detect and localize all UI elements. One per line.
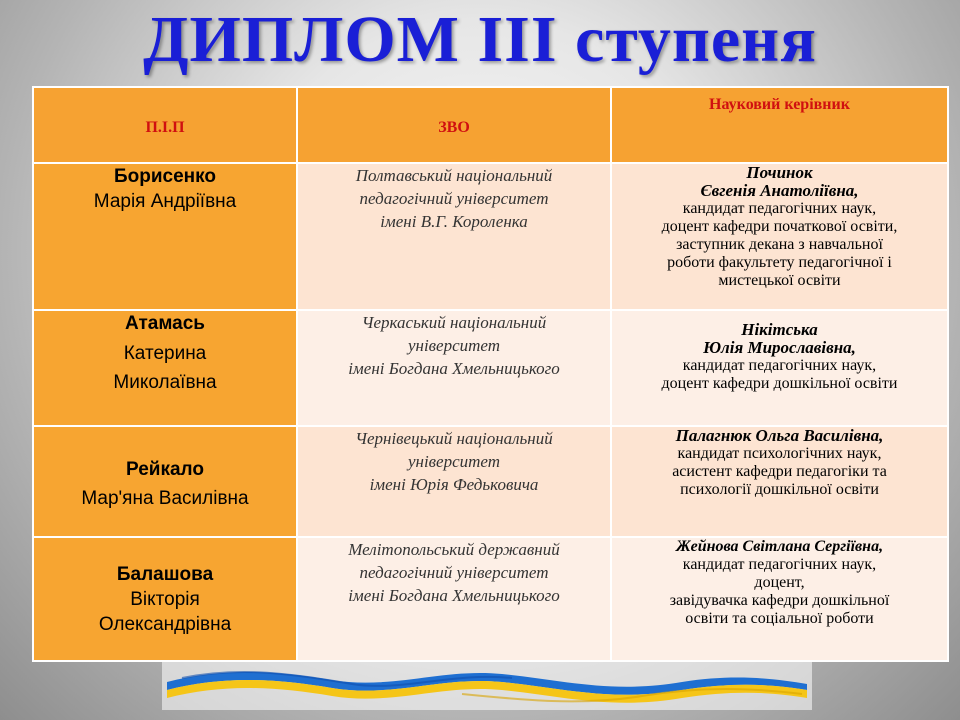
student-cell bbox=[33, 310, 297, 426]
supervisor-line: кандидат педагогічних наук, bbox=[682, 556, 877, 573]
university-line: Чернівецький національний bbox=[355, 429, 553, 448]
supervisor-line: асистент кафедри педагогіки та bbox=[672, 463, 887, 480]
supervisor-line: доцент кафедри початкової освіти, bbox=[661, 218, 898, 235]
university-line: педагогічний університет bbox=[359, 189, 549, 208]
supervisor-cell bbox=[611, 426, 948, 537]
supervisor-cell bbox=[611, 537, 948, 661]
university-line: Мелітопольський державний bbox=[348, 540, 560, 559]
supervisor-cell bbox=[611, 310, 948, 426]
university-line: Полтавський національний bbox=[355, 166, 553, 185]
table-row bbox=[33, 310, 948, 426]
student-surname: Атамась bbox=[125, 313, 205, 334]
university-line: імені В.Г. Короленка bbox=[380, 212, 528, 231]
ukrainian-ribbon-flag-icon bbox=[162, 660, 812, 710]
supervisor-name: Євгенія Анатоліївна, bbox=[700, 181, 859, 200]
student-given-name: Марія Андріївна bbox=[93, 191, 237, 212]
university-line: імені Богдана Хмельницького bbox=[348, 586, 560, 605]
supervisor-name: Жейнова Світлана Сергіївна, bbox=[675, 538, 884, 555]
supervisor-line: доцент кафедри дошкільної освіти bbox=[661, 375, 898, 392]
university-cell bbox=[297, 163, 611, 310]
table-header-row bbox=[33, 87, 948, 163]
student-surname: Рейкало bbox=[126, 459, 204, 480]
student-surname: Балашова bbox=[116, 564, 214, 585]
student-given-name: Катерина bbox=[123, 343, 207, 364]
student-given-name: Мар'яна Василівна bbox=[81, 488, 249, 509]
table-row bbox=[33, 163, 948, 310]
university-cell bbox=[297, 426, 611, 537]
student-cell bbox=[33, 163, 297, 310]
supervisor-name: Нікітська bbox=[741, 320, 818, 339]
supervisor-line: заступник декана з навчальної bbox=[676, 236, 883, 253]
supervisor-line: кандидат педагогічних наук, bbox=[682, 200, 877, 217]
supervisor-cell bbox=[611, 163, 948, 310]
winners-table bbox=[32, 86, 949, 662]
supervisor-line: завідувачка кафедри дошкільної bbox=[669, 592, 890, 609]
university-line: імені Богдана Хмельницького bbox=[348, 359, 560, 378]
student-patronymic: Миколаївна bbox=[113, 372, 217, 393]
university-line: Черкаський національний bbox=[361, 313, 547, 332]
supervisor-line: кандидат психологічних наук, bbox=[677, 445, 882, 462]
student-cell bbox=[33, 426, 297, 537]
university-cell bbox=[297, 310, 611, 426]
supervisor-line: психології дошкільної освіти bbox=[680, 481, 879, 498]
header-supervisor: Науковий керівник bbox=[611, 87, 948, 163]
student-surname: Борисенко bbox=[113, 166, 217, 187]
supervisor-name: Починок bbox=[746, 163, 813, 182]
header-university: ЗВО bbox=[297, 87, 611, 163]
supervisor-line: роботи факультету педагогічної і bbox=[667, 254, 892, 271]
supervisor-line: освіти та соціальної роботи bbox=[685, 610, 874, 627]
slide-title: ДИПЛОМ ІІІ ступеня bbox=[143, 3, 817, 76]
table-row bbox=[33, 537, 948, 661]
student-cell bbox=[33, 537, 297, 661]
student-patronymic: Олександрівна bbox=[98, 614, 232, 635]
university-line: університет bbox=[407, 336, 501, 355]
supervisor-line: кандидат педагогічних наук, bbox=[682, 357, 877, 374]
header-name: П.І.П bbox=[33, 87, 297, 163]
student-given-name: Вікторія bbox=[130, 589, 200, 610]
university-cell bbox=[297, 537, 611, 661]
supervisor-line: мистецької освіти bbox=[718, 272, 841, 289]
university-line: університет bbox=[407, 452, 501, 471]
table-row bbox=[33, 426, 948, 537]
university-line: імені Юрія Федьковича bbox=[369, 475, 539, 494]
supervisor-name: Юлія Мирославівна, bbox=[703, 338, 856, 357]
supervisor-line: доцент, bbox=[754, 574, 805, 591]
university-line: педагогічний університет bbox=[359, 563, 549, 582]
supervisor-name: Палагнюк Ольга Василівна, bbox=[675, 426, 884, 445]
